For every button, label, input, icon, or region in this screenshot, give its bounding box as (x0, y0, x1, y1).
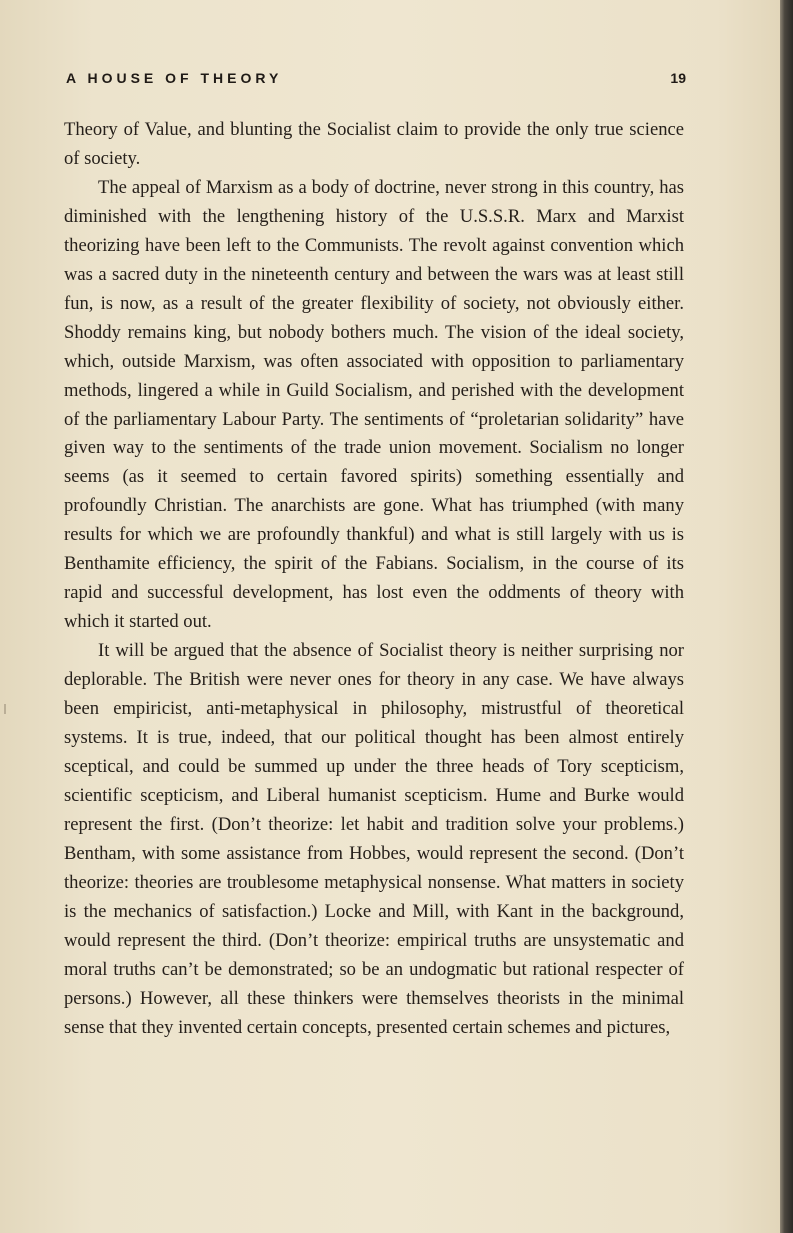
paragraph-1: Theory of Value, and blunting the Socialist claim to provide the only true science of society. (64, 119, 684, 169)
margin-mark (4, 704, 6, 714)
running-head: A HOUSE OF THEORY (66, 70, 283, 86)
page-header (66, 70, 686, 94)
body-text (64, 116, 684, 1043)
page-number: 19 (670, 70, 686, 86)
book-spine-shadow (780, 0, 793, 1233)
paragraph-2: The appeal of Marxism as a body of doctrine, never strong in this country, has diminished with the lengthening history of the U.S.S.R. Marx and Marxist theorizing have been left to the Communists. The revolt against convention which was a sacred duty in the nineteenth century and between the wars was at least still fun, is now, as a result of the greater flexibility of society, not obviously either. Shoddy remains king, but nobody bothers much. The vision of the ideal society, which, outside Marxism, was often associated with opposition to parliamentary methods, lingered a while in Guild Socialism, and perished with the development of the parliamentary Labour Party. The sentiments of “proletarian solidarity” have given way to the sentiments of the trade union movement. Socialism no longer seems (as it seemed to certain favored spirits) something essentially and profoundly Christian. The anarchists are gone. What has triumphed (with many results for which we are profoundly thankful) and what is still largely with us is Benthamite efficiency, the spirit of the Fabians. Socialism, in the course of its rapid and successful development, has lost even the oddments of theory with which it started out. (64, 176, 684, 633)
paragraph-3: It will be argued that the absence of Socialist theory is neither surprising nor deplorable. The British were never ones for theory in any case. We have always been empiricist, anti-metaphysical in philosophy, mistrustful of theoretical systems. It is true, indeed, that our political thought has been almost entirely sceptical, and could be summed up under the three heads of Tory scepticism, scientific scepticism, and Liberal humanist scepticism. Hume and Burke would represent the first. (Don’t theorize: let habit and tradition solve your problems.) Bentham, with some assistance from Hobbes, would represent the second. (Don’t theorize: theories are troublesome metaphysical nonsense. What matters in society is the mechanics of satisfaction.) Locke and Mill, with Kant in the background, would represent the third. (Don’t theorize: empirical truths are unsystematic and moral truths can’t be demonstrated; so be an undogmatic but rational respecter of persons.) However, all these thinkers were themselves theorists in the minimal sense that they invented certain concepts, presented certain schemes and pictures, (64, 640, 684, 1038)
